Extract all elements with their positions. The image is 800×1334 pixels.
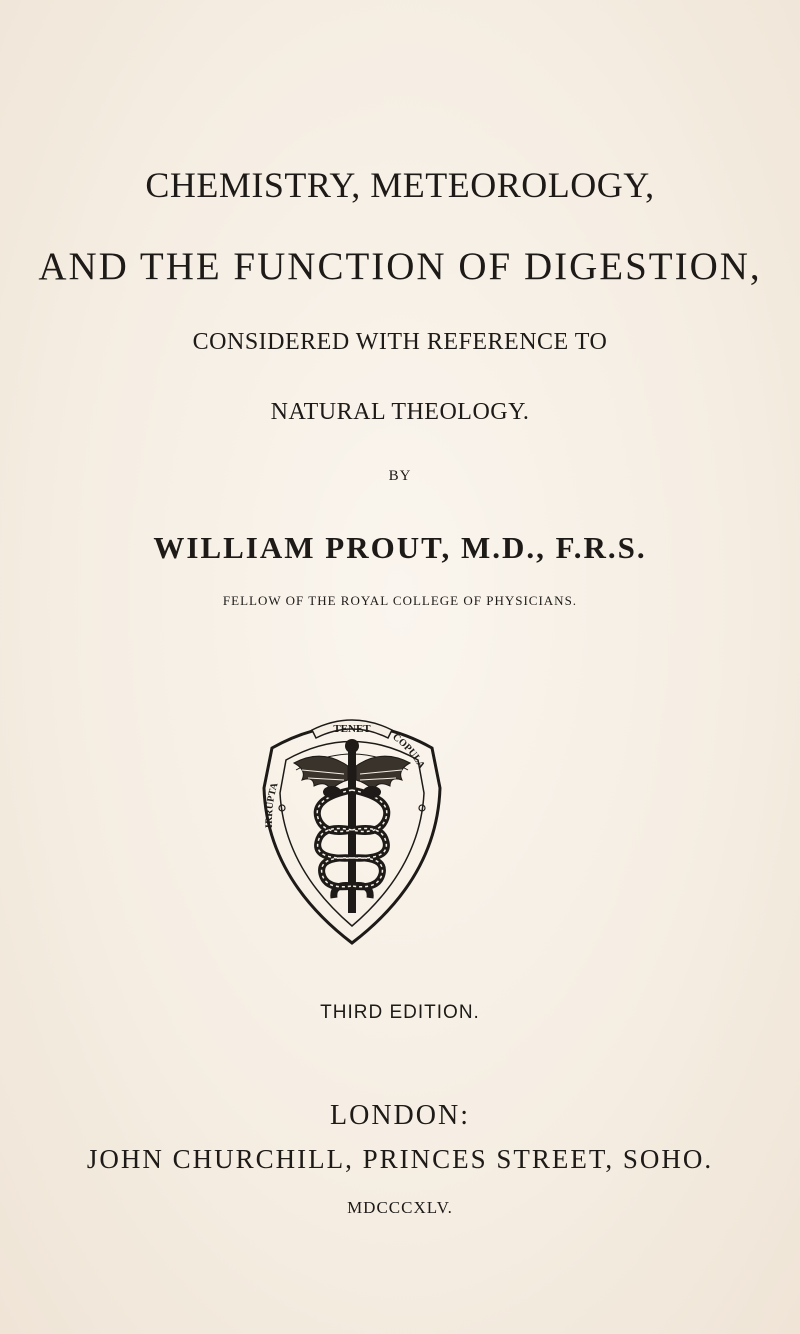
title-line-1: CHEMISTRY, METEOROLOGY,	[145, 165, 655, 205]
imprint-publisher: JOHN CHURCHILL, PRINCES STREET, SOHO.	[86, 1144, 714, 1174]
caduceus-shield-emblem-icon	[252, 708, 452, 948]
by-label: BY	[388, 468, 412, 484]
author-name: WILLIAM PROUT, M.D., F.R.S.	[153, 530, 647, 565]
title-line-2: AND THE FUNCTION OF DIGESTION,	[38, 245, 762, 288]
motto-right: COPULA	[390, 731, 427, 771]
svg-text:IRRUPTA	[264, 781, 281, 828]
motto-top: TENET	[333, 723, 371, 735]
title-line-4: NATURAL THEOLOGY.	[270, 399, 530, 425]
edition-label: THIRD EDITION.	[320, 1002, 480, 1023]
imprint-date: MDCCCXLV.	[347, 1198, 453, 1217]
author-affiliation: FELLOW OF THE ROYAL COLLEGE OF PHYSICIANS.	[222, 593, 578, 608]
motto-left: IRRUPTA	[263, 781, 281, 829]
title-line-3: CONSIDERED WITH REFERENCE TO	[192, 329, 608, 355]
imprint-city: LONDON:	[330, 1100, 470, 1131]
